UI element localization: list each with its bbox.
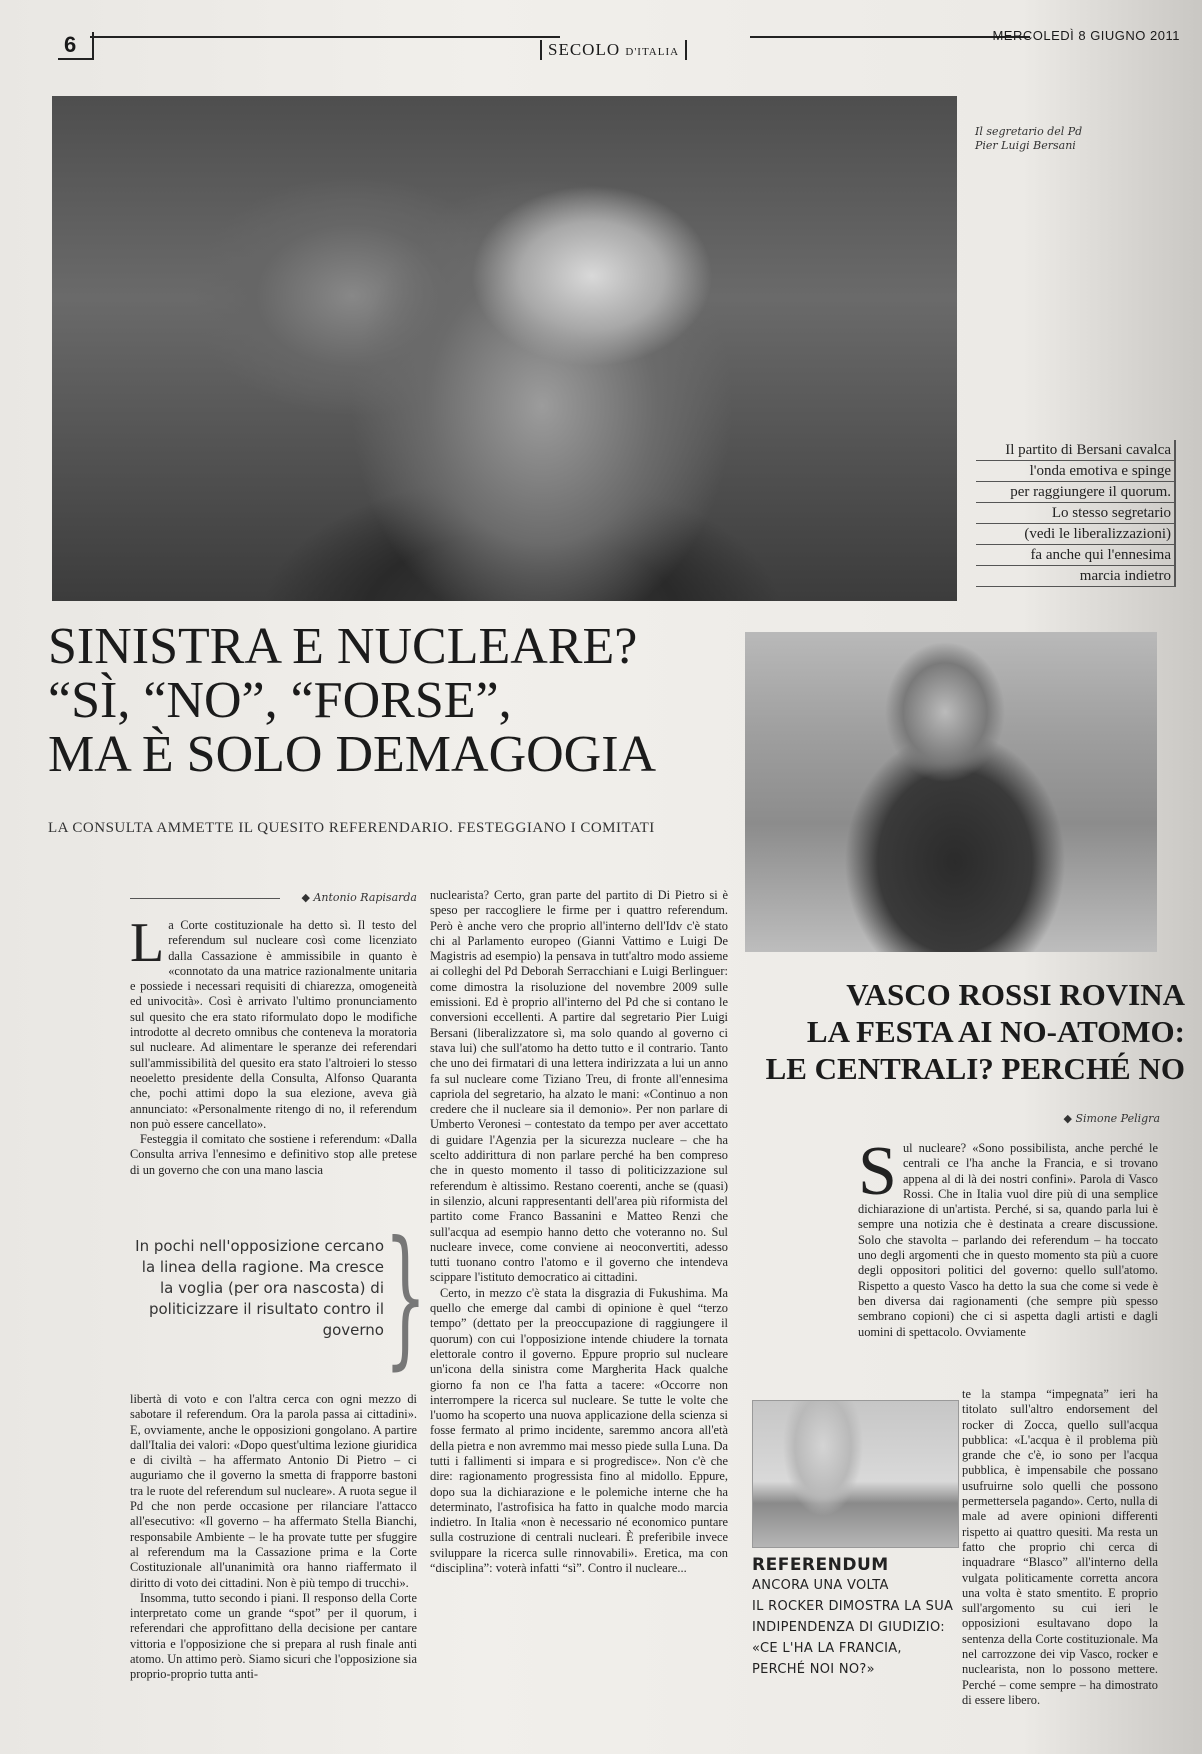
referendum-box-line: PERCHÉ NOI NO?»	[752, 1662, 875, 1677]
paper-name	[540, 40, 687, 60]
pull-box-line: fa anche qui l'ennesima	[976, 545, 1176, 566]
referendum-box-line: IL ROCKER DIMOSTRA LA SUA	[752, 1599, 954, 1614]
article-byline: ◆ Antonio Rapisarda	[130, 891, 417, 904]
headline-line: “SÌ, “NO”, “FORSE”,	[48, 672, 512, 729]
paragraph: Certo, in mezzo c'è stata la disgrazia di Fukushima. Ma quello che emerge dal cambi di opinione è quel “terzo tempo” (dettato per la preoccupazione di raggiungere il quorum) con cui l'opposizione intende chiudere la tornata elettorale contro il governo. Eppure proprio sul nucleare un'icona della sinistra come Margherita Hack qualche giorno fa non ce l'ha fatta a tacere: «Occorre non interrompere la ricerca sul nucleare. Se tutte le volte che l'uomo ha scoperto una nuova applicazione della scienza si fosse fermato al primo incidente, saremmo ancora all'età della pietra e non avremmo mai messo piede sulla Luna. Da tutti i fallimenti si impara e si progredisce». Non c'è che dire: ragionamento progressista fino al midollo. Eppure, dopo sua la dichiarazione e le polemiche interne che ha determinato, l'astrofisica ha fatto in qualche modo marcia indietro. In Italia «non è necessario né economico puntare sulla costruzione di centrali nucleari. È preferibile invece sviluppare la ricerca sulle rinnovabili». Eretica, ma con “disciplina”: voterà infatti “sì”. Contro il nucleare...	[430, 1285, 728, 1576]
paragraph	[130, 918, 417, 1132]
paragraph: libertà di voto e con l'altra cerca con ogni mezzo di sabotare il referendum. Ora la parola passa ai cittadini». E, ovviamente, anche le opposizioni gongolano. A partire dall'Italia dei valori: «Dopo quest'ultima lezione giuridica e di civiltà – ha affermato Antonio Di Pietro – ci auguriamo che il governo la smetta di frapporre bastoni tra le ruote del referendum sul nucleare». A ruota segue il Pd che non perde occasione per rilanciare l'attacco all'esecutivo: «Il governo – ha affermato Stella Bianchi, responsabile Ambiente – le ha provate tutte per sfuggire al referendum ma la Cassazione prima e la Corte Costituzionale all'unanimità ora hanno riaffermato il diritto di voto dei cittadini. Non è più tempo di trucchi».	[130, 1392, 417, 1590]
paper-name-suffix: D'ITALIA	[625, 46, 680, 58]
headline-line: LA FESTA AI NO-ATOMO:	[806, 1014, 1185, 1049]
pull-box-line: per raggiungere il quorum.	[976, 482, 1176, 503]
headline-line: LE CENTRALI? PERCHÉ NO	[765, 1051, 1185, 1086]
main-photo-caption	[975, 125, 1165, 153]
page-number: 6	[58, 32, 94, 60]
sidebar-column	[858, 1141, 1158, 1387]
power-plant-photo	[752, 1400, 959, 1548]
masthead	[50, 28, 1180, 64]
sidebar-headline	[745, 976, 1185, 1087]
headline-line: VASCO ROSSI ROVINA	[846, 977, 1185, 1012]
pull-box-line: Il partito di Bersani cavalca	[976, 440, 1176, 461]
main-photo	[52, 96, 957, 601]
pull-box-line: l'onda emotiva e spinge	[976, 461, 1176, 482]
drop-cap: S	[858, 1141, 897, 1210]
pull-box	[976, 440, 1176, 587]
paragraph: nuclearista? Certo, gran parte del partito di Di Pietro si è speso per raccogliere le firme per i quattro referendum. Però è anche vero che proprio all'interno dell'Idv c'è stato chi al Parlamento europeo (Gianni Vattimo e Luigi De Magistris ad esempio) la pensava in tutt'altro modo assieme ai colleghi del Pd Deborah Serracchiani e Luigi Berlinguer: come dimostra la risoluzione del novembre 2009 sulle emissioni. Ed è proprio all'interno del Pd che si contano le conversioni eccellenti. A partire dal segretario Pier Luigi Bersani (liberalizzatore sì, ma solo quando al governo ci stava lui) che sull'atomo ha detto tutto e il contrario. Tanto che uno dei firmatari di una lettera indirizzata a lui un anno fa sul nucleare come Tiziano Treu, di fronte all'ennesima capriola del segretario, ha alzato le mani: «Continuo a non credere che il nucleare sia il demonio». Per non parlare di Umberto Veronesi – contestato da tempo per aver accettato di guidare l'Agenzia per la sicurezza nucleare – che ha scelto addirittura di non parlare perché ha ben compreso che in questo momento il tasso di politicizzazione sul referendum è altissimo. Restano coerenti, anche se (quasi) in silenzio, alcuni rappresentanti dell'area più riformista del partito come Franco Bassanini e Matteo Renzi che sull'acqua ad esempio hanno detto che voteranno no. Sul nucleare invece, come conviene ai neoconvertiti, adesso tutti tuonano contro l'atomo e il governo che intendeva scippare l'istituto democratico ai cittadini.	[430, 888, 728, 1285]
vasco-photo	[745, 632, 1157, 952]
paragraph: Festeggia il comitato che sostiene i referendum: «Dalla Consulta arriva l'ennesimo e definitivo stop alle pretese di un governo che con una mano lascia	[130, 1132, 417, 1177]
article-headline	[48, 620, 748, 782]
pull-box-line: Lo stesso segretario	[976, 503, 1176, 524]
drop-cap: L	[130, 918, 165, 974]
referendum-box-title: REFERENDUM	[752, 1555, 889, 1575]
referendum-box-line: «CE L'HA LA FRANCIA,	[752, 1641, 902, 1656]
article-column	[130, 1392, 417, 1752]
sidebar-column	[962, 1387, 1158, 1752]
referendum-box-line: ANCORA UNA VOLTA	[752, 1578, 889, 1593]
headline-line: MA È SOLO DEMAGOGIA	[48, 726, 657, 783]
sidebar-byline: ◆ Simone Peligra	[1063, 1112, 1160, 1125]
header-rule	[750, 36, 1030, 38]
caption-line: Pier Luigi Bersani	[975, 139, 1076, 152]
issue-date: MERCOLEDÌ 8 GIUGNO 2011	[992, 28, 1180, 43]
headline-line: SINISTRA E NUCLEARE?	[48, 618, 638, 675]
referendum-box-line: INDIPENDENZA DI GIUDIZIO:	[752, 1620, 945, 1635]
pull-box-line: marcia indietro	[976, 566, 1176, 587]
pull-box-line: (vedi le liberalizzazioni)	[976, 524, 1176, 545]
paragraph: Insomma, tutto secondo i piani. Il responso della Corte interpretato come un grande “spot” per il quorum, i referendari che approfittano della decisione per cantare vittoria e l'opposizione che si prepara al rush finale anti atomo. Un attimo però. Siamo sicuri che l'opposizione sia proprio-proprio tutta anti-	[130, 1590, 417, 1682]
article-column	[130, 918, 417, 1218]
article-kicker: LA CONSULTA AMMETTE IL QUESITO REFERENDARIO. FESTEGGIANO I COMITATI	[48, 820, 655, 836]
paragraph	[858, 1141, 1158, 1340]
brace-ornament: }	[384, 1210, 427, 1384]
paragraph-text: ul nucleare? «Sono possibilista, anche perché le centrali ce l'ha anche la Francia, e si trovano appena al di là dei nostri confini». Parola di Vasco Rossi. Che in Italia vuol dire più di una semplice dichiarazione di un'artista. Perché, si sa, quando parla lui è sempre una notizia che è destinata a creare discussione. Solo che stavolta – parlando dei referendum – ha toccato uno degli argomenti che in questo momento sta più a cuore degli oppositori politici del governo: quello sull'atomo. Rispetto a questo Vasco ha detto la sua che come si vede è ben diversa dai ragionamenti (che sempre più spesso sembrano copioni) che ci si aspetta dagli artisti e dagli uomini di spettacolo. Ovviamente	[858, 1141, 1158, 1339]
paper-name-main: SECOLO	[548, 40, 621, 59]
paragraph-text: a Corte costituzionale ha detto sì. Il testo del referendum sul nucleare così come licenziato dalla Cassazione è ammissibile in quanto è «connotato da una matrice razionalmente unitaria e possiede i necessari requisiti di chiarezza, omogeneità ed univocità». Così è arrivato l'ultimo pronunciamento sul quesito che era stato riformulato dopo le modifiche introdotte al decreto omnibus che conteneva la moratoria sul nucleare. Ad alimentare le speranze dei referendari sull'ammissibilità del quesito era stato l'altroieri lo stesso neoeletto presidente della Consulta, Alfonso Quaranta che, pochi attimi dopo la sua elezione, aveva già annunciato: «Personalmente ritengo di no, il referendum non può essere cancellato».	[130, 918, 417, 1131]
article-column	[430, 888, 728, 1750]
header-rule	[90, 36, 560, 38]
pull-quote: In pochi nell'opposizione cercano la linea della ragione. Ma cresce la voglia (per ora nascosta) di politicizzare il risultato contro il governo	[135, 1237, 384, 1339]
caption-line: Il segretario del Pd	[975, 125, 1083, 138]
paragraph: te la stampa “impegnata” ieri ha titolato sull'altro endorsement del rocker di Zocca, quello sull'acqua pubblica: «L'acqua è il problema più grande che c'è, io sono per l'acqua pubblica, è impensabile che possano usufruirne solo quelli che possono permettersela pagando». Certo, nulla di male ad avere opinioni differenti rispetto ai quattro quesiti. Ma resta un fatto che proprio chi cerca di inquadrare “Blasco” all'interno della vulgata politicamente corretta ancora una volta è stato smentito. E proprio sull'argomento su cui ieri le opposizioni esultavano dopo la sentenza della Corte costituzionale. Ma nel carrozzone dei vip Vasco, rocker e nuclearista, non lo possono mettere. Perché – come sempre – ha dimostrato di essere libero.	[962, 1387, 1158, 1707]
referendum-box	[752, 1555, 959, 1680]
